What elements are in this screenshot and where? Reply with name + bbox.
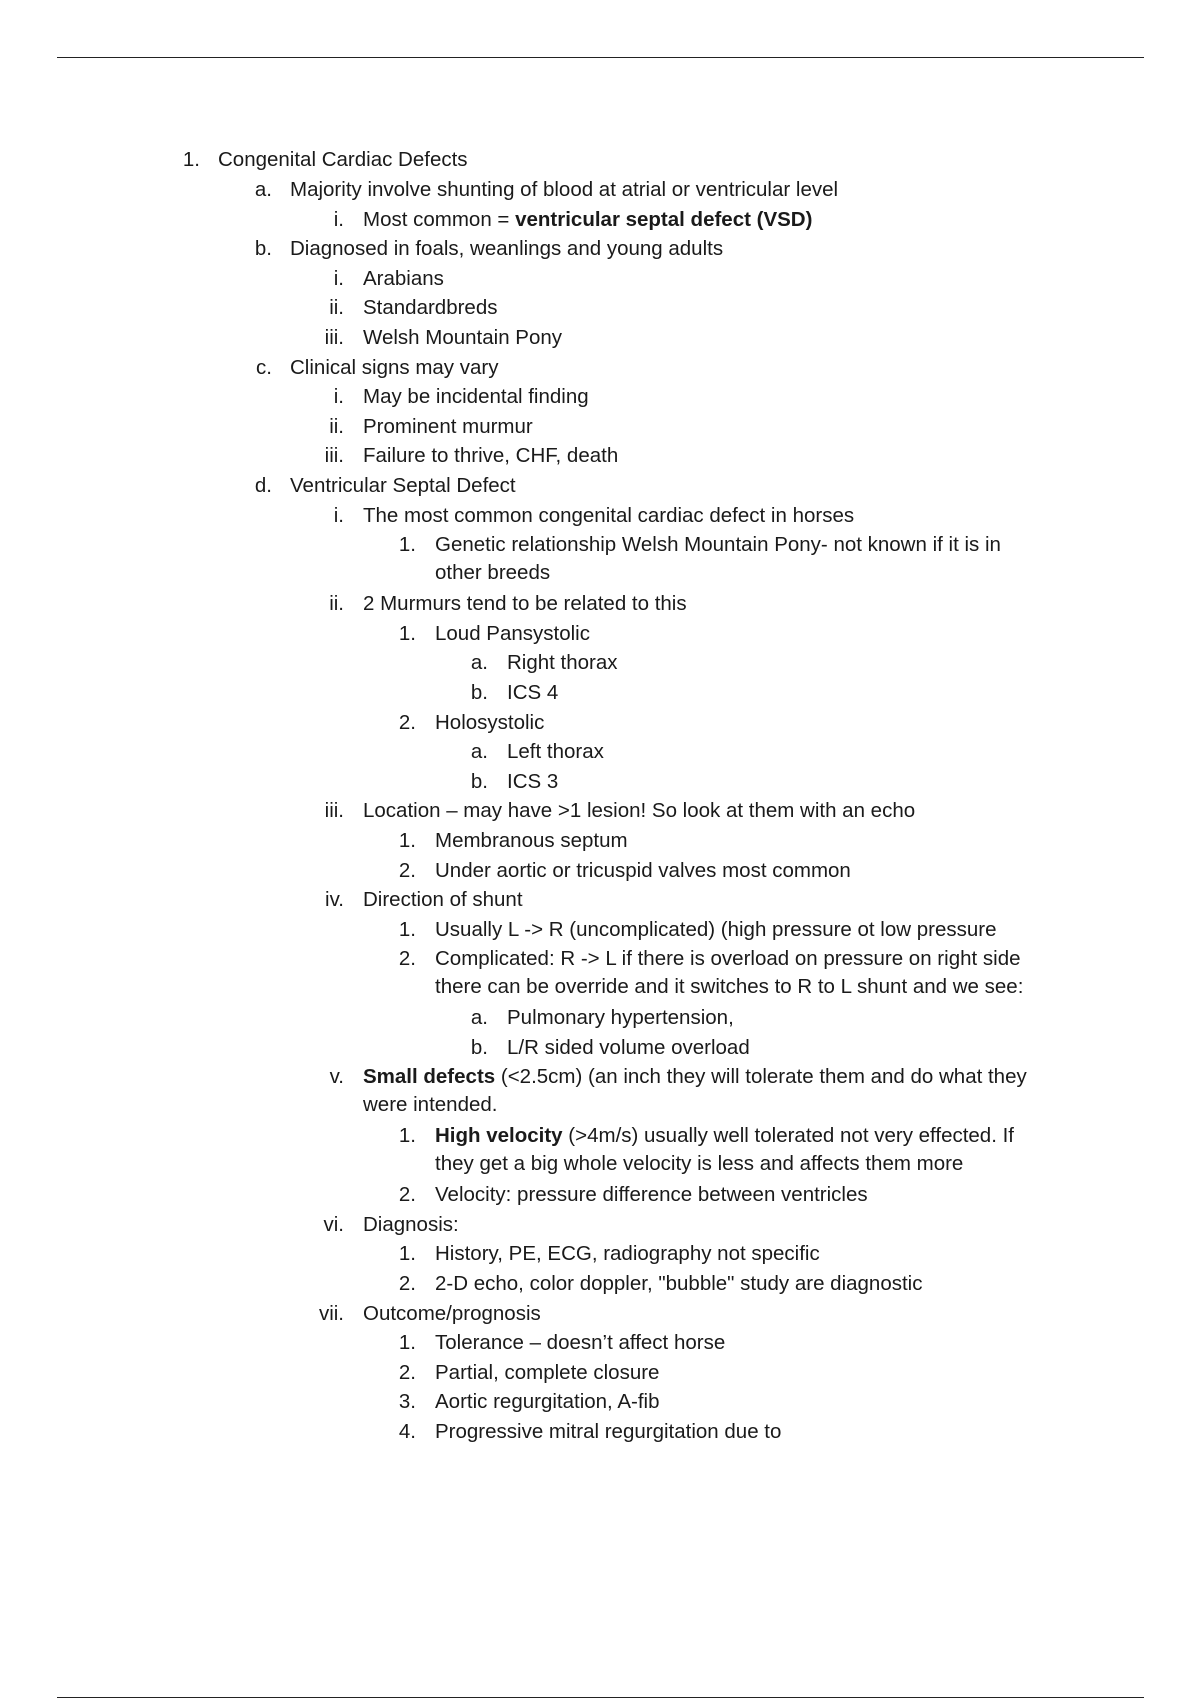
list-item-text: there can be override and it switches to R to L shunt and we see: <box>435 975 1024 998</box>
list-item-text: Failure to thrive, CHF, death <box>363 444 619 467</box>
list-item-text: were intended. <box>363 1093 498 1116</box>
list-item-text: May be incidental finding <box>363 385 589 408</box>
text-run: Most common = <box>363 208 516 231</box>
list-item-text: ICS 4 <box>507 681 559 704</box>
list-item-text: ICS 3 <box>507 770 559 793</box>
list-item-text <box>363 1063 1027 1091</box>
list-item-text: Standardbreds <box>363 296 498 319</box>
list-item-text: Holosystolic <box>435 711 545 734</box>
list-marker: vi. <box>323 1213 344 1236</box>
list-item-text: Outcome/prognosis <box>363 1302 541 1325</box>
list-item-text: Ventricular Septal Defect <box>290 474 516 497</box>
list-item-text: Right thorax <box>507 651 618 674</box>
list-item-text: they get a big whole velocity is less and affects them more <box>435 1152 964 1175</box>
list-marker: 1. <box>398 1124 416 1147</box>
list-marker: 1. <box>182 148 200 171</box>
list-marker: 2. <box>398 1361 416 1384</box>
list-marker: 1. <box>398 918 416 941</box>
bold-text: Small defects <box>363 1065 496 1088</box>
list-marker: iii. <box>324 444 344 467</box>
list-item-text: Location – may have >1 lesion! So look at them with an echo <box>363 799 916 822</box>
list-marker: ii. <box>329 296 344 319</box>
list-marker: v. <box>329 1065 344 1088</box>
list-item-text: Arabians <box>363 267 444 290</box>
list-marker: a. <box>470 1006 488 1029</box>
list-marker: 1. <box>398 1331 416 1354</box>
list-item-text: Under aortic or tricuspid valves most common <box>435 859 851 882</box>
list-marker: b. <box>254 237 272 260</box>
list-marker: iii. <box>324 326 344 349</box>
bold-text: High velocity <box>435 1124 563 1147</box>
list-item-text: L/R sided volume overload <box>507 1036 750 1059</box>
list-marker: b. <box>470 770 488 793</box>
list-item-text: other breeds <box>435 561 551 584</box>
list-item-text: Prominent murmur <box>363 415 533 438</box>
list-marker: 2. <box>398 711 416 734</box>
list-item-text: History, PE, ECG, radiography not specific <box>435 1242 820 1265</box>
list-item-text: Left thorax <box>507 740 604 763</box>
list-item-text: Complicated: R -> L if there is overload on pressure on right side <box>435 947 1021 970</box>
list-marker: 1. <box>398 533 416 556</box>
list-marker: b. <box>470 1036 488 1059</box>
list-marker: iii. <box>324 799 344 822</box>
list-marker: vii. <box>318 1302 344 1325</box>
list-marker: c. <box>256 356 272 379</box>
list-item-text <box>363 206 812 234</box>
list-marker: b. <box>470 681 488 704</box>
list-item-text: Velocity: pressure difference between ventricles <box>435 1183 868 1206</box>
text-run: (<2.5cm) (an inch they will tolerate them and do what they <box>495 1065 1027 1088</box>
list-item-text: Direction of shunt <box>363 888 523 911</box>
list-item-text: Membranous septum <box>435 829 628 852</box>
list-item-text: Pulmonary hypertension, <box>507 1006 734 1029</box>
list-item-text: Diagnosed in foals, weanlings and young adults <box>290 237 724 260</box>
list-marker: 4. <box>398 1420 416 1443</box>
list-marker: 2. <box>398 1183 416 1206</box>
list-marker: iv. <box>325 888 344 911</box>
list-item-text: Welsh Mountain Pony <box>363 326 563 349</box>
list-item-text: Progressive mitral regurgitation due to <box>435 1420 782 1443</box>
list-item-text: Clinical signs may vary <box>290 356 499 379</box>
list-marker: 2. <box>398 1272 416 1295</box>
list-item-text: Tolerance – doesn’t affect horse <box>435 1331 726 1354</box>
list-marker: d. <box>254 474 272 497</box>
header-rule <box>57 57 1144 58</box>
list-marker: i. <box>333 208 344 231</box>
list-item-text: The most common congenital cardiac defect in horses <box>363 504 855 527</box>
list-item-text: Genetic relationship Welsh Mountain Pony- not known if it is in <box>435 533 1001 556</box>
text-run: (>4m/s) usually well tolerated not very effected. If <box>562 1124 1014 1147</box>
list-marker: i. <box>333 385 344 408</box>
list-marker: a. <box>254 178 272 201</box>
list-marker: 1. <box>398 622 416 645</box>
list-marker: 1. <box>398 829 416 852</box>
list-marker: 2. <box>398 859 416 882</box>
footer-rule <box>57 1697 1144 1698</box>
list-marker: a. <box>470 651 488 674</box>
list-item-text: Majority involve shunting of blood at atrial or ventricular level <box>290 178 839 201</box>
list-marker: a. <box>470 740 488 763</box>
list-marker: 2. <box>398 947 416 970</box>
list-item-text: 2 Murmurs tend to be related to this <box>363 592 687 615</box>
list-item-text: Aortic regurgitation, A-fib <box>435 1390 660 1413</box>
list-item-text: Congenital Cardiac Defects <box>218 148 468 171</box>
list-marker: 1. <box>398 1242 416 1265</box>
list-item-text: Diagnosis: <box>363 1213 459 1236</box>
list-marker: ii. <box>329 592 344 615</box>
list-item-text <box>435 1122 1014 1150</box>
bold-text: ventricular septal defect (VSD) <box>515 208 813 231</box>
list-item-text: Partial, complete closure <box>435 1361 660 1384</box>
list-marker: i. <box>333 267 344 290</box>
list-item-text: Loud Pansystolic <box>435 622 590 645</box>
list-item-text: 2-D echo, color doppler, "bubble" study are diagnostic <box>435 1272 923 1295</box>
list-marker: i. <box>333 504 344 527</box>
list-marker: ii. <box>329 415 344 438</box>
list-item-text: Usually L -> R (uncomplicated) (high pressure ot low pressure <box>435 918 997 941</box>
list-marker: 3. <box>398 1390 416 1413</box>
